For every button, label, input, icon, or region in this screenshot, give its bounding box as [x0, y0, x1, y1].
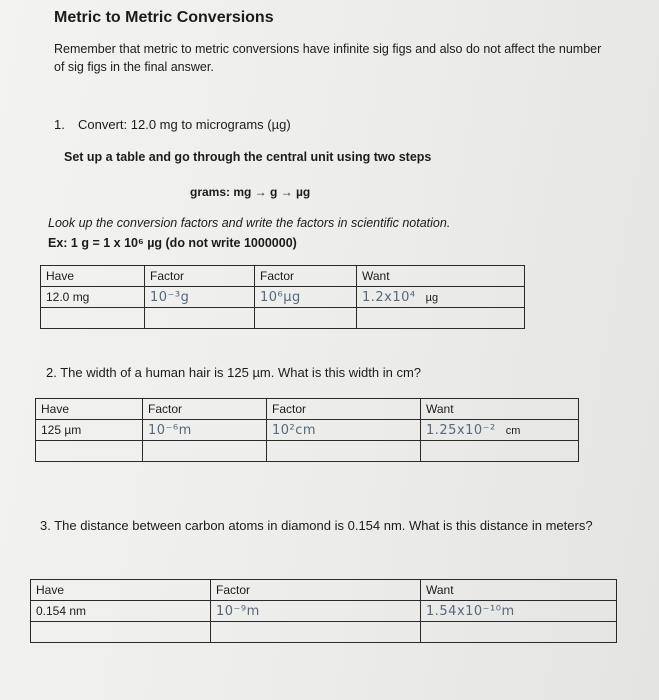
empty-cell[interactable] — [31, 622, 211, 643]
table-row — [31, 601, 617, 622]
factor-cell[interactable]: 10⁻³g — [145, 287, 255, 308]
empty-cell[interactable] — [143, 441, 267, 462]
have-cell[interactable]: 0.154 nm — [31, 601, 211, 622]
want-unit: µg — [425, 291, 439, 304]
question-1-number: 1. — [54, 117, 65, 132]
empty-cell[interactable] — [145, 308, 255, 329]
empty-cell[interactable] — [211, 622, 421, 643]
question-1 — [54, 117, 291, 132]
header-have: Have — [41, 266, 145, 287]
header-want: Want — [421, 399, 579, 420]
table-header-row — [41, 266, 525, 287]
setup-instruction: Set up a table and go through the central unit using two steps — [64, 150, 432, 164]
empty-cell[interactable] — [255, 308, 357, 329]
factor-cell[interactable]: 10⁻⁹m — [211, 601, 421, 622]
table-header-row — [36, 399, 579, 420]
want-answer: 1.25x10⁻² — [426, 422, 496, 438]
empty-cell[interactable] — [421, 622, 617, 643]
empty-cell[interactable] — [421, 441, 579, 462]
conversion-table-2 — [35, 398, 579, 462]
factor-cell[interactable]: 10⁶µg — [255, 287, 357, 308]
want-cell[interactable]: 1.54x10⁻¹⁰m — [421, 601, 617, 622]
header-factor: Factor — [255, 266, 357, 287]
conversion-table-1 — [40, 265, 525, 329]
want-cell[interactable] — [357, 287, 525, 308]
empty-cell[interactable] — [36, 441, 143, 462]
question-2-prompt: 2. The width of a human hair is 125 µm. What is this width in cm? — [46, 365, 422, 380]
header-factor: Factor — [211, 580, 421, 601]
table-row — [31, 622, 617, 643]
header-have: Have — [36, 399, 143, 420]
question-3-prompt: 3. The distance between carbon atoms in diamond is 0.154 nm. What is this distance in meters? — [40, 518, 593, 533]
header-factor: Factor — [143, 399, 267, 420]
have-cell[interactable]: 125 µm — [36, 420, 143, 441]
empty-cell[interactable] — [267, 441, 421, 462]
empty-cell[interactable] — [41, 308, 145, 329]
unit-chain: grams: mg → g → µg — [190, 185, 311, 199]
table-row — [41, 308, 525, 329]
have-cell[interactable]: 12.0 mg — [41, 287, 145, 308]
page-title: Metric to Metric Conversions — [54, 9, 274, 26]
example-line: Ex: 1 g = 1 x 10⁶ µg (do not write 1000000) — [48, 236, 297, 250]
header-factor: Factor — [267, 399, 421, 420]
intro-text: Remember that metric to metric conversions have infinite sig figs and also do not affect the number of sig figs in the final answer. — [54, 42, 602, 74]
want-answer: 1.2x10⁴ — [362, 289, 416, 305]
want-cell[interactable] — [421, 420, 579, 441]
empty-cell[interactable] — [357, 308, 525, 329]
header-have: Have — [31, 580, 211, 601]
conversion-table-3 — [30, 579, 617, 643]
question-1-prompt: Convert: 12.0 mg to micrograms (µg) — [78, 117, 291, 132]
header-factor: Factor — [145, 266, 255, 287]
table-row — [41, 287, 525, 308]
lookup-instruction: Look up the conversion factors and write the factors in scientific notation. — [48, 216, 451, 230]
factor-cell[interactable]: 10⁻⁶m — [143, 420, 267, 441]
factor-cell[interactable]: 10²cm — [267, 420, 421, 441]
want-unit: cm — [505, 424, 521, 437]
table-header-row — [31, 580, 617, 601]
table-row — [36, 420, 579, 441]
header-want: Want — [421, 580, 617, 601]
table-row — [36, 441, 579, 462]
header-want: Want — [357, 266, 525, 287]
